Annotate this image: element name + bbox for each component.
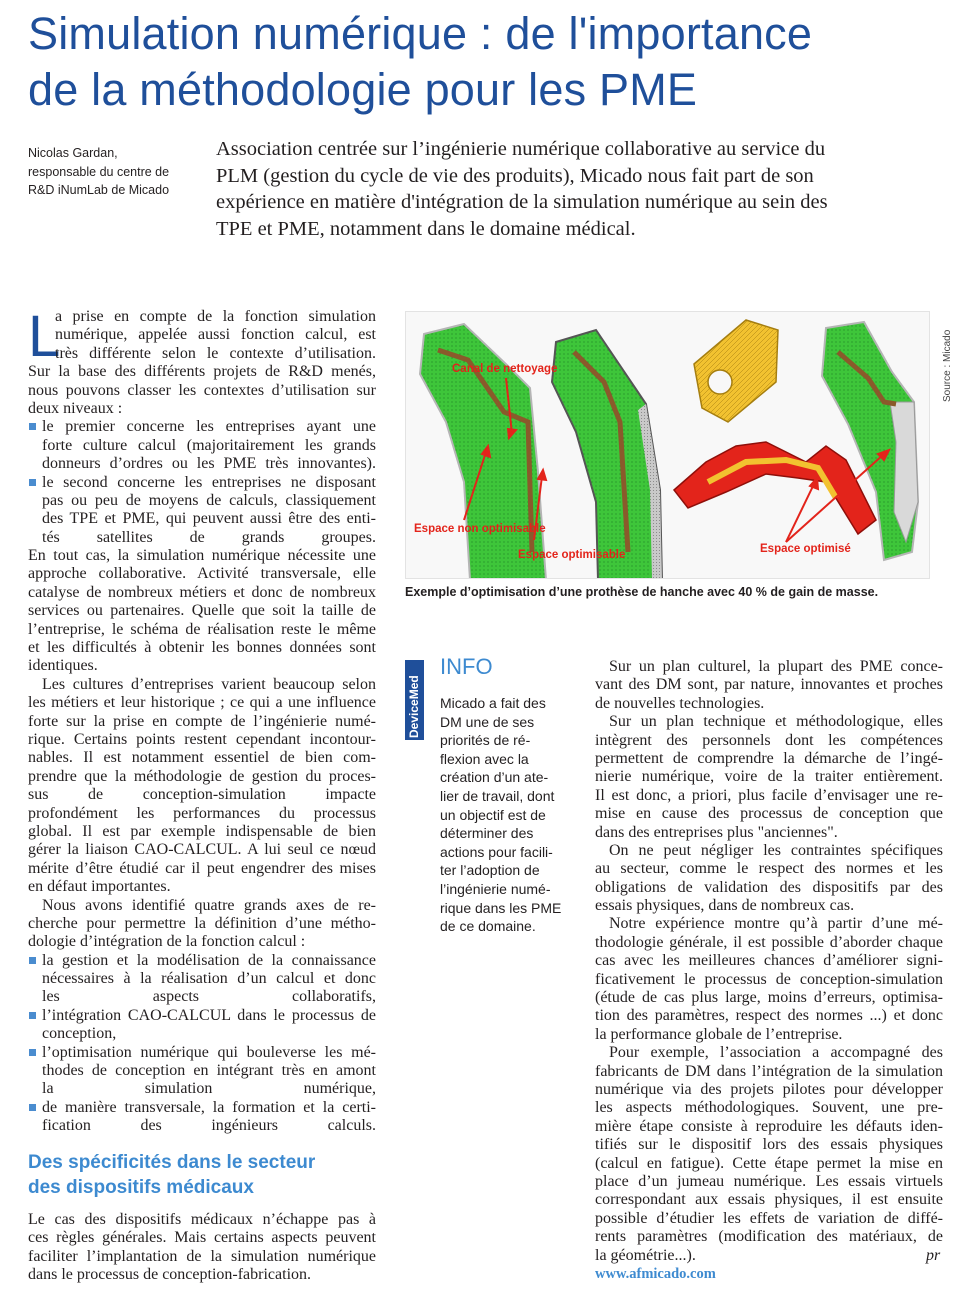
bullet-square [29,957,36,964]
text-line: deux niveaux : [28,399,123,417]
text-line: Sur la base des différents projets de R&D menés, [28,363,376,381]
text-line: En tout cas, la simulation numérique nécessite une [28,547,376,565]
label-optimizable: Espace optimisable [518,549,626,561]
text-line: numérique, appelée aussi fonction calcul, est [55,326,376,344]
info-line: un objectif est de [440,806,546,823]
text-line: et les difficultés à obtenir les bonnes données sont [28,639,376,657]
subheading-line: Des spécificités dans le secteur [28,1152,316,1173]
text-line: numérique via des projets pilotes pour développer [595,1080,943,1098]
bullet-square [29,423,36,430]
bullet-square [29,479,36,486]
text-line: l’intégration CAO-CALCUL dans le processus de [28,1007,376,1025]
text-line: nécessaires à la réalisation d’un calcul et donc [42,970,376,988]
info-title: INFO [440,654,493,679]
author-line: R&D iNumLab de Micado [28,183,170,197]
figure-source: Source : Micado [942,329,953,402]
figure-caption: Exemple d’optimisation d’une prothèse de hanche avec 40 % de gain de masse. [405,585,879,599]
text-line: des TPE et PME, qui peuvent aussi être des enti- [42,510,376,528]
label-optimized: Espace optimisé [760,543,851,555]
author-line: responsable du centre de [28,164,170,179]
info-line: rique dans les PME [440,899,562,916]
text-line: identiques. [28,657,98,675]
text-line: donneurs d’ordres ou les PME très innovantes). [42,455,376,473]
tail-paragraph [28,1211,376,1285]
text-line: de nouvelles technologies. [595,694,765,712]
text-line: Pour exemple, l’association a accompagné des [609,1044,943,1062]
article-lead [216,136,946,242]
text-line: intègrent des personnels dont les compétences [595,731,943,749]
info-line: l’ingénierie numé- [440,880,551,897]
devicemed-tag [405,660,424,740]
text-line: Les cultures d’entreprises varient beaucoup selon [42,675,376,693]
text-line: l’optimisation numérique qui bouleverse les mé- [28,1044,376,1062]
text-line: tés satellites de grands groupes. [42,528,376,546]
title-line: de la méthodologie pour les PME [28,64,698,115]
text-line: Sur un plan culturel, la plupart des PME conce- [609,658,943,675]
text-line: place d’un jumeau numérique. Les essais virtuels [595,1172,943,1190]
text-line: Sur un plan technique et méthodologique, elles [609,713,943,731]
text-line: nous pouvons classer les contextes d’utilisation sur [28,381,376,399]
left-column [28,304,376,1136]
optimized-head [694,320,778,422]
text-line: prendre que la méthodologie de gestion du proces- [28,767,376,785]
text-line: pas ou peu de moyens de calculs, classiquement [42,491,376,509]
text-line: ces règles générales. Mais certains aspects peuvent [28,1229,376,1247]
info-line: priorités de ré- [440,732,531,749]
hip-prosthesis-figure [405,311,930,579]
text-line: profondément les performances du processus [28,804,376,822]
text-line: les métiers et leur historique ; ce qui a une influence [28,694,376,712]
text-line: fabricants de DM dans l’intégration de la simulation [595,1062,943,1080]
info-line: de ce domaine. [440,918,536,935]
text-line: tion des paramètres, respect des normes ...) et donc [595,1007,943,1025]
info-line: actions pour facili- [440,843,553,860]
text-line: Notre expérience montre qu’à partir d’une mé- [609,915,943,933]
text-line: possible d’étudier les effets de variation de diffé- [595,1209,943,1227]
text-line: approche collaborative. Activité transversale, elle [28,565,376,583]
text-line: rents paramètres (modification des matériaux, de [595,1228,943,1246]
label-non-optimizable: Espace non optimisable [414,523,546,535]
label-cleaning-channel: Canal de nettoyage [452,363,558,375]
right-column [595,658,943,1265]
text-line: dans des entreprises plus "anciennes". [595,823,838,841]
text-line: conception, [42,1025,117,1043]
text-line: nierie numérique, voire de la traiter entièrement. [595,768,943,786]
text-line: la performance globale de l’entreprise. [595,1025,843,1043]
text-line: ficativement le processus de conception-simulation [595,970,943,988]
text-line: global. Il est par exemple indispensable de bien [28,822,376,840]
info-line: Micado a fait des [440,695,546,711]
text-line: très différente selon le contexte d’utilisation. [55,344,376,362]
text-line: la géométrie...). [595,1246,696,1264]
drop-cap: L [28,304,61,369]
text-line: les aspects méthodologiques. Souvent, une pre- [595,1099,943,1117]
author-line: Nicolas Gardan, [28,146,118,160]
text-line: Le cas des dispositifs médicaux n’échappe pas à [28,1211,376,1228]
article-title [28,6,958,118]
text-line: services ou partenaires. Quelle que soit la taille de [28,602,376,620]
text-line: mérite d’être étudié car il peut engendrer des mises [28,859,376,877]
text-line: Il est donc, a priori, plus facile d’envisager une re- [595,786,943,804]
text-line: nables. Il est notamment essentiel de bien com- [28,749,376,767]
text-line: tifiés sur le dispositif lors des essais physiques [595,1136,943,1154]
text-line: forte culture calcul (majoritairement les grands [42,436,376,454]
lead-line: Association centrée sur l’ingénierie numérique collaborative au service du [216,138,826,160]
text-line: a prise en compte de la fonction simulation [55,308,376,325]
text-line: vant des DM sont, par nature, innovantes et proches [595,676,943,694]
info-line: DM une de ses [440,713,535,730]
text-line: dologie d’intégration de la fonction calcul : [28,933,306,951]
lead-line: expérience en matière d'intégration de la simulation numérique au sein des [216,191,828,213]
info-line: flexion avec la [440,750,529,767]
text-line: essais physiques, dans de nombreux cas. [595,897,855,915]
text-line: thodologie générale, il est possible d’aborder chaque [595,933,943,951]
text-line: au secteur, comme le respect des normes et les [595,860,943,878]
text-line: la gestion et la modélisation de la connaissance [28,952,376,970]
text-line: l’entreprise, le schéma de réalisation reste le même [28,620,376,638]
info-body [440,694,575,936]
info-line: ter l’adoption de [440,862,540,879]
text-line: cherche pour permettre la définition d’une métho- [28,914,376,932]
lead-line: PLM (gestion du cycle de vie des produits), Micado nous fait part de son [216,164,814,187]
text-line: (calcul en fatigue). Cette étape permet la mise en [595,1154,943,1172]
text-line: en défaut importantes. [28,878,171,896]
text-line: mière étape consiste à reproduire les défauts iden- [595,1117,943,1135]
text-line: le second concerne les entreprises ne disposant [28,474,376,492]
bullet-square [29,1012,36,1019]
text-line: rique. Certains points restent cependant incontour- [28,730,376,748]
bullet-square [29,1104,36,1111]
text-line: les aspects collaboratifs, [42,988,376,1006]
text-line: On ne peut négliger les contraintes spécifiques [609,841,943,859]
text-line: correspondant aux essais physiques, il est ensuite [595,1191,943,1209]
text-line: de manière transversale, la formation et la certi- [28,1099,376,1117]
bullet-square [29,1049,36,1056]
text-line: le premier concerne les entreprises ayant une [28,418,376,436]
devicemed-tag-text: DeviceMed [407,675,421,738]
title-line: Simulation numérique : de l'importance [28,8,813,59]
text-line: Nous avons identifié quatre grands axes de re- [42,896,376,914]
text-line: (étude de cas plus large, moins d’erreurs, optimisa- [595,989,943,1007]
website-link[interactable]: www.afmicado.com [595,1266,716,1282]
end-mark: pr [926,1247,941,1264]
text-line: mise en cause des processus de conception que [595,805,943,823]
text-line: cas avec les meilleures chances d’améliorer signi- [595,952,943,970]
text-line: thodes de conception en intégrant très en amont [42,1062,376,1080]
text-line: fication des ingénieurs calculs. [42,1117,376,1135]
author-byline [28,144,203,200]
text-line: la simulation numérique, [42,1080,376,1098]
info-line: déterminer des [440,825,534,842]
info-line: lier de travail, dont [440,787,555,804]
text-line: catalyse de nombreux métiers et donc de nombreux [28,583,376,601]
text-line: faciliter l’implantation de la simulation numérique [28,1247,376,1265]
info-line: création d’un ate- [440,769,549,786]
text-line: obligations de validation des dispositifs par des [595,878,943,896]
section-subheading [28,1151,368,1200]
text-line: forte sur la prise en compte de l’ingénierie numé- [28,712,376,730]
text-line: sus de conception-simulation impacte [28,786,376,804]
subheading-line: des dispositifs médicaux [28,1176,254,1198]
text-line: dans le processus de conception-fabrication. [28,1266,312,1284]
lead-line: TPE et PME, notamment dans le domaine médical. [216,217,636,240]
prosthesis-illustration [406,312,930,579]
text-line: gérer la liaison CAO-CALCUL. A lui seul ce nœud [28,841,376,859]
text-line: permettent de comprendre la démarche de l’ingé- [595,749,943,767]
